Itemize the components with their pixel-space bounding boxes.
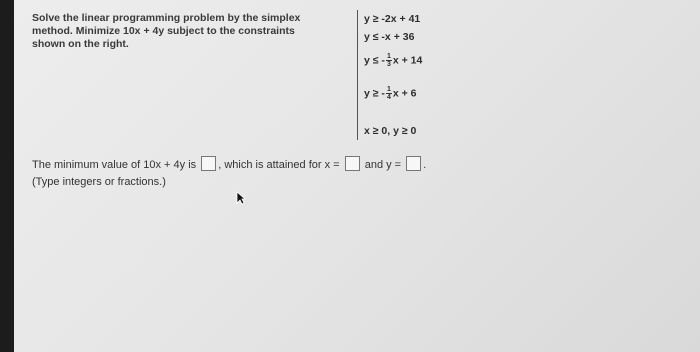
constraint-nonnegativity: x ≥ 0, y ≥ 0	[364, 125, 417, 137]
constraint-4-prefix: y ≥ -	[364, 87, 385, 100]
answer-middle: , which is attained for x =	[218, 159, 340, 171]
fraction-one-fourth	[386, 86, 392, 101]
answer-and: and y =	[364, 159, 402, 171]
mouse-cursor-icon	[236, 191, 246, 205]
constraint-3	[364, 53, 422, 68]
constraints-system	[357, 10, 504, 140]
constraint-3-prefix: y ≤ -	[364, 54, 385, 67]
problem-line-1: Solve the linear programming problem by the simplex	[32, 12, 301, 24]
screen	[14, 0, 700, 352]
input-hint: (Type integers or fractions.)	[32, 176, 166, 188]
min-value-input[interactable]	[201, 156, 216, 171]
y-value-input[interactable]	[406, 156, 421, 171]
fraction-one-third	[386, 53, 392, 68]
fraction-numerator: 1	[386, 86, 391, 93]
constraint-4-suffix: x + 6	[392, 87, 417, 100]
constraint-4	[364, 86, 417, 101]
fraction-denominator: 4	[386, 94, 391, 101]
constraint-3-suffix: x + 14	[392, 54, 423, 67]
problem-statement	[32, 12, 352, 51]
constraint-1: y ≥ -2x + 41	[364, 13, 421, 25]
answer-line	[32, 156, 692, 172]
fraction-numerator: 1	[386, 53, 391, 60]
fraction-denominator: 3	[386, 61, 391, 68]
x-value-input[interactable]	[345, 156, 360, 171]
answer-end: .	[423, 159, 427, 171]
constraint-2: y ≤ -x + 36	[364, 31, 415, 43]
answer-prefix: The minimum value of 10x + 4y is	[32, 159, 197, 171]
problem-line-2: method. Minimize 10x + 4y subject to the constraints	[32, 25, 295, 37]
problem-line-3: shown on the right.	[32, 38, 129, 50]
